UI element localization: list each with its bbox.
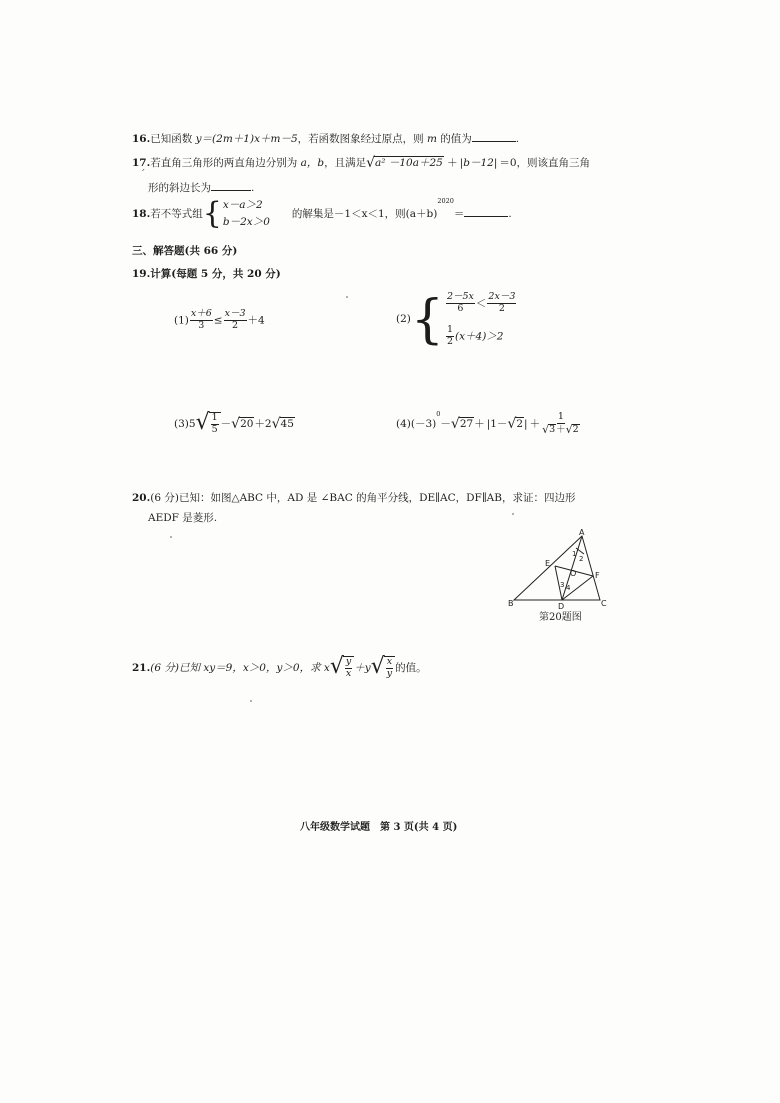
answer-blank <box>211 181 251 191</box>
radicand: 27 <box>459 418 474 431</box>
radicand: 2 <box>516 418 524 431</box>
operator: ＜ <box>475 297 487 310</box>
label-f: F <box>595 571 600 580</box>
expression-tail: (x＋4)＞2 <box>455 330 504 343</box>
period: . <box>515 133 520 145</box>
numerator: 1 <box>211 412 218 423</box>
triangle-abc <box>514 536 600 600</box>
q19-part-2 <box>396 289 517 350</box>
answer-blank <box>472 132 516 142</box>
question-text: ，且满足 <box>324 157 367 170</box>
part-label: (2) <box>396 313 411 326</box>
square-root: √ $\frac{x}{y}$ <box>371 656 395 680</box>
question-text: 若不等式组 <box>150 208 203 221</box>
fraction <box>190 309 213 332</box>
numerator: x＋6 <box>190 308 212 319</box>
square-root: √ a² －10a＋25 <box>366 155 443 171</box>
denominator: 3 <box>198 319 205 331</box>
denominator: 6 <box>457 302 464 314</box>
variables: a，b <box>300 157 325 170</box>
denominator: x <box>345 667 352 679</box>
question-text: 已知函数 <box>150 133 196 145</box>
question-text: 若直角三角形的两直角边分别为 <box>150 157 301 170</box>
inequality-system: { x－a＞2 b－2x＞0 <box>202 196 270 232</box>
denominator: y <box>386 667 393 679</box>
inequality-1: x－a＞2 <box>222 199 263 211</box>
function-formula: y＝(2m＋1)x＋m－5 <box>195 133 298 145</box>
question-text: 的值。 <box>395 661 427 674</box>
angle-2: 2 <box>579 555 584 563</box>
part-label: (1) <box>174 314 189 327</box>
scan-speck <box>250 700 252 702</box>
numerator: 2－5x <box>446 291 474 302</box>
q19-part-4: $(4)(-3)^0-$ √ 27 ＋ |1－ √ 2 | ＋ 1 √ 3 ＋ √ 2 <box>396 410 579 436</box>
absolute-value: 1－ <box>490 418 508 431</box>
numerator: 2x－3 <box>488 291 516 302</box>
square-root: √ $\frac{y}{x}$ <box>330 656 354 680</box>
part-label: (4)(－3) <box>396 418 437 431</box>
numerator: x <box>386 656 393 667</box>
absolute-value: b－12 <box>463 157 494 170</box>
label-d: D <box>558 602 565 611</box>
scan-speck <box>170 536 172 538</box>
scan-speck <box>346 296 348 298</box>
numerator: y <box>345 656 352 667</box>
plus-sign: ＋ <box>443 157 458 170</box>
operator: － <box>440 418 451 431</box>
section-title: 三、解答题(共 66 分) <box>132 245 238 257</box>
question-text: (6 分)已知：如图△ABC 中，AD 是 ∠BAC 的角平分线，DE∥AC，DF∥AB，求证：四边形 <box>150 492 576 504</box>
part-label: (3)5 <box>174 417 196 430</box>
question-text: (6 分)已知 xy＝9，x＞0，y＞0，求 x <box>150 661 330 674</box>
question-19-title: 19.计算(每题 5 分，共 20 分) <box>132 268 281 280</box>
label-c: C <box>601 599 607 608</box>
operator: ＋y <box>354 661 371 674</box>
q19-part-1 <box>174 309 265 332</box>
page-footer: 八年级数学试题 第 3 页(共 4 页) <box>300 822 458 833</box>
question-18 <box>132 196 512 232</box>
square-root: √ $\frac{1}{5}$ <box>196 412 221 436</box>
label-b: B <box>508 599 514 608</box>
denominator: 5 <box>211 423 218 435</box>
figure-caption: 第20题图 <box>539 612 582 623</box>
numerator: 1 <box>446 323 454 335</box>
denominator: 2 <box>498 302 505 314</box>
square-root: √ 20 <box>231 415 254 432</box>
q19-part-3 <box>174 412 295 436</box>
question-text: ＝0，则该直角三角 <box>499 157 591 170</box>
question-20-line2: AEDF 是菱形. <box>148 512 218 524</box>
fraction <box>224 309 247 332</box>
square-root: √ 27 <box>450 416 474 433</box>
question-20 <box>132 492 575 505</box>
inequality-system: (2) { $\frac{2-5x}{6}$ ＜ $\frac{2x-3}{2}$ $\frac{1}{2}$ (x＋4)＞2 <box>396 289 516 350</box>
square-root: √ 45 <box>271 415 294 432</box>
operator: ≤ <box>213 314 223 327</box>
inequality-2: b－2x＞0 <box>222 216 270 229</box>
question-number: 17. <box>132 157 151 170</box>
angle-3: 3 <box>560 581 565 589</box>
scan-speck <box>512 513 514 515</box>
pen-mark: ˊ <box>140 168 146 181</box>
period: . <box>508 208 512 221</box>
operator: ＋ <box>529 418 541 431</box>
exponent: 2020 <box>437 197 454 205</box>
question-number: 21. <box>132 661 151 674</box>
radicand: 3 <box>549 423 556 435</box>
question-17: 17.若直角三角形的两直角边分别为 a，b，且满足 √ a² －10a＋25 ＋ |b－12| ＝0，则该直角三角 <box>132 155 591 171</box>
question-text: 形的斜边长为 <box>148 182 211 194</box>
numerator: x－3 <box>224 308 246 319</box>
fraction: 1 √ 3 ＋ √ 2 <box>542 411 579 436</box>
exponent: 0 <box>436 410 441 418</box>
angle-4: 4 <box>566 584 571 592</box>
operator: ＋ <box>474 418 485 431</box>
question-text: 的值为 <box>436 133 472 145</box>
radicand: 2 <box>572 423 579 435</box>
radicand: a² －10a＋25 <box>375 157 443 169</box>
question-text: ，若函数图象经过原点，则 <box>297 133 427 145</box>
variable-m: m <box>426 133 437 145</box>
angle-1: 1 <box>572 550 577 558</box>
operator: ＋ <box>556 424 566 436</box>
label-a: A <box>579 528 585 537</box>
question-16 <box>132 132 519 146</box>
equals: ＝ <box>453 208 465 221</box>
fraction <box>487 292 516 315</box>
question-number: 16. <box>132 133 151 145</box>
label-o: O <box>570 569 577 578</box>
question-17-line2 <box>148 181 254 195</box>
question-text: 的解集是－1＜x＜1，则(a＋b) <box>291 208 438 221</box>
denominator: 2 <box>446 335 454 347</box>
operator: ＋2 <box>254 417 272 430</box>
radicand: 20 <box>240 417 254 430</box>
label-e: E <box>545 559 551 568</box>
numerator: 1 <box>557 411 564 422</box>
denominator: 2 <box>232 319 239 331</box>
period: . <box>251 182 255 194</box>
operator: － <box>220 417 232 430</box>
answer-blank <box>464 207 508 217</box>
question-number: 20. <box>132 492 151 504</box>
fraction <box>446 325 454 348</box>
expression-tail: ＋4 <box>247 314 265 327</box>
fraction <box>446 292 475 315</box>
radicand: 45 <box>280 417 294 430</box>
question-21 <box>132 656 427 680</box>
question-number: 18. <box>132 208 151 221</box>
